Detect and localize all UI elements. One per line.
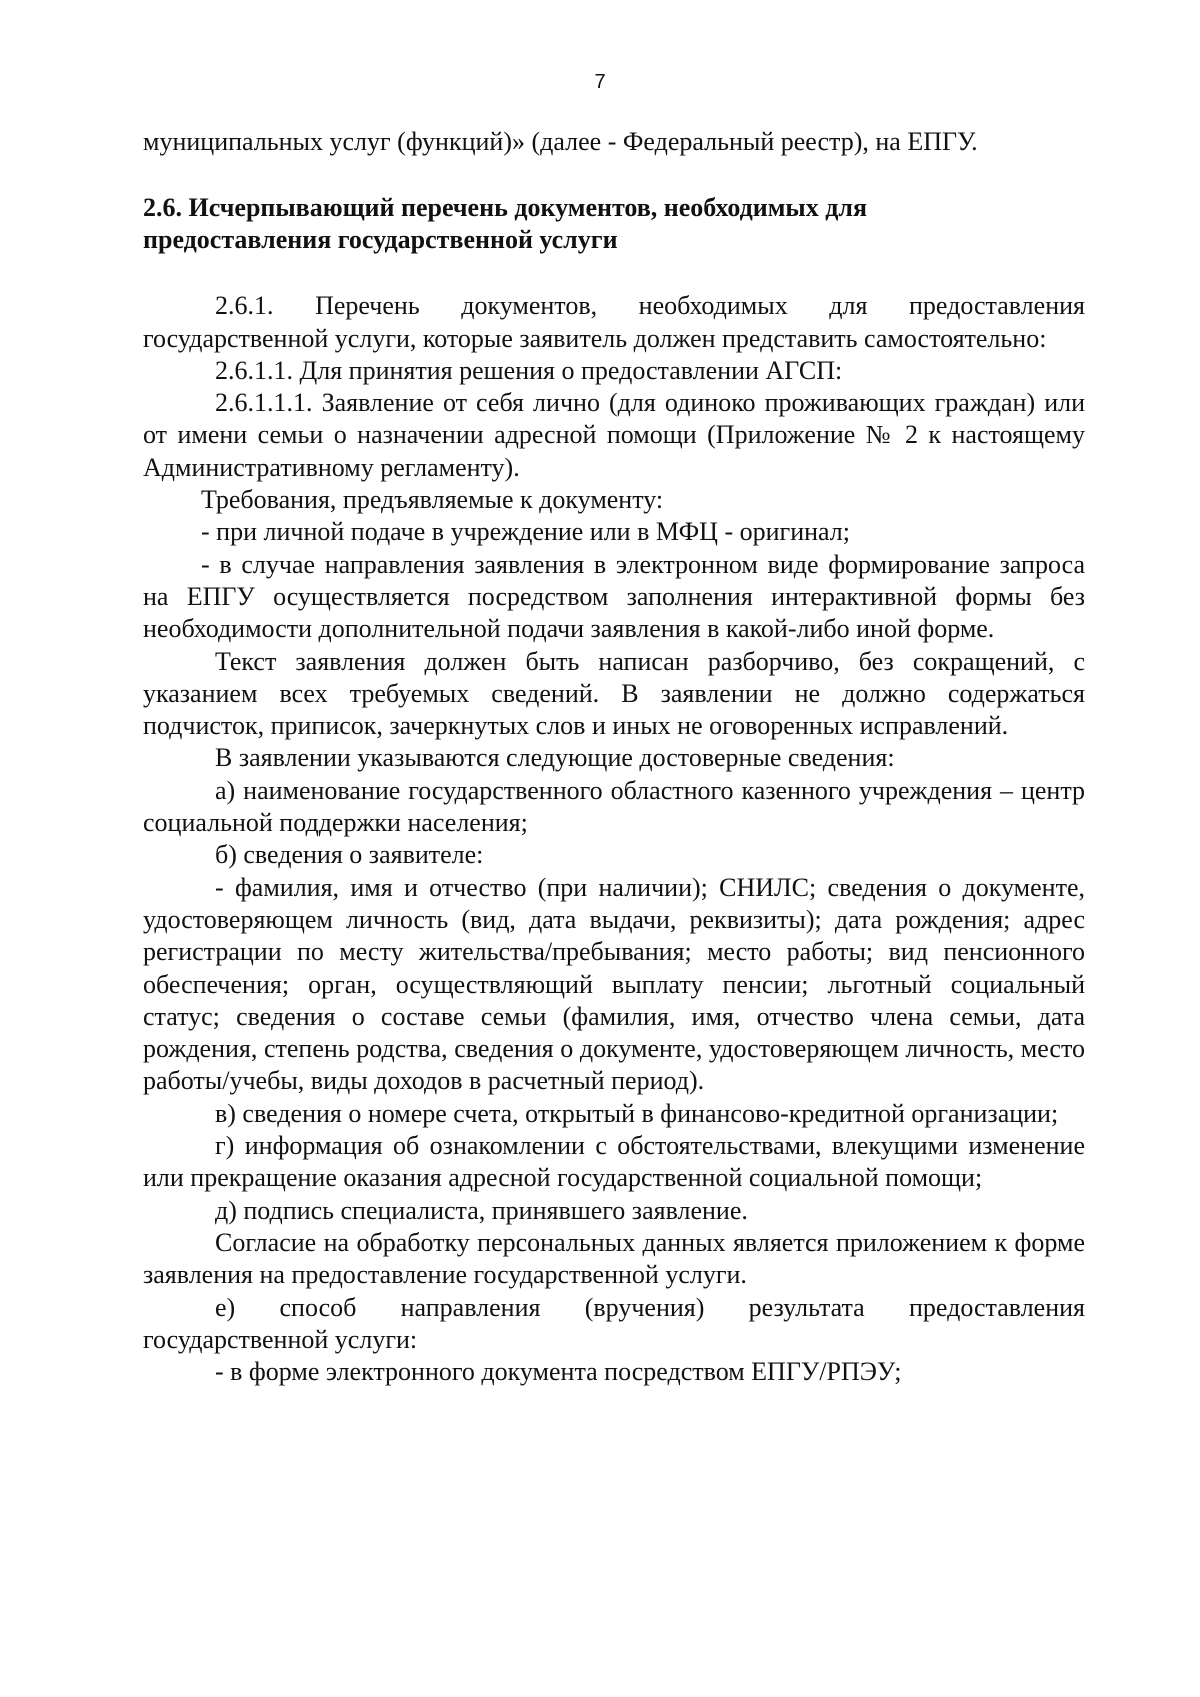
paragraph: е) способ направления (вручения) результата предоставления государственной услуги: xyxy=(143,1292,1085,1354)
paragraph: - в форме электронного документа посредством ЕПГУ/РПЭУ; xyxy=(215,1357,902,1387)
page-number: 7 xyxy=(594,71,606,93)
spacer xyxy=(143,256,1085,290)
intro-paragraph: муниципальных услуг (функций)» (далее - Федеральный реестр), на ЕПГУ. xyxy=(143,127,978,156)
paragraph: 2.6.1. Перечень документов, необходимых для предоставления государственной услуги, которые заявитель должен представить самостоятельно: xyxy=(143,291,1085,353)
paragraph: 2.6.1.1.1. Заявление от себя лично (для одиноко проживающих граждан) или от имени семьи о назначении адресной помощи (Приложение № 2 к настоящему Административному регламенту). xyxy=(143,388,1085,482)
paragraph: - при личной подаче в учреждение или в МФЦ - оригинал; xyxy=(201,517,850,547)
paragraph: Текст заявления должен быть написан разборчиво, без сокращений, с указанием всех требуемых сведений. В заявлении не должно содержаться подчисток, приписок, зачеркнутых слов и иных не оговоренных исправлений. xyxy=(143,646,1085,741)
paragraph: г) информация об ознакомлении с обстоятельствами, влекущими изменение или прекращение оказания адресной государственной социальной помощи; xyxy=(143,1131,1085,1193)
paragraph: - фамилия, имя и отчество (при наличии); СНИЛС; сведения о документе, удостоверяющем личность (вид, дата выдачи, реквизиты); дата рождения; адрес регистрации по месту жительства/пребывания; место работы; вид пенсионного обеспечения; орган, осуществляющий выплату пенсии; льготный социальный статус; сведения о составе семьи (фамилия, имя, отчество члена семьи, дата рождения, степень родства, сведения о документе, удостоверяющем личность, место работы/учебы, виды доходов в расчетный период). xyxy=(143,872,1085,1096)
spacer xyxy=(143,158,1085,192)
paragraph: В заявлении указываются следующие достоверные сведения: xyxy=(215,743,895,773)
section-heading-line-1: 2.6. Исчерпывающий перечень документов, необходимых для xyxy=(143,193,868,223)
paragraph: д) подпись специалиста, принявшего заявление. xyxy=(215,1195,748,1225)
document-body xyxy=(143,126,1085,1388)
paragraph: в) сведения о номере счета, открытый в финансово-кредитной организации; xyxy=(215,1098,1059,1128)
paragraph: Требования, предъявляемые к документу: xyxy=(201,485,664,515)
paragraph: б) сведения о заявителе: xyxy=(215,840,484,870)
paragraph: 2.6.1.1. Для принятия решения о предоставлении АГСП: xyxy=(215,355,843,385)
section-heading-line-2: предоставления государственной услуги xyxy=(143,225,618,255)
paragraph-list xyxy=(143,290,1085,1388)
paragraph: а) наименование государственного областного казенного учреждения – центр социальной поддержки населения; xyxy=(143,775,1085,838)
paragraph: Согласие на обработку персональных данных является приложением к форме заявления на предоставление государственной услуги. xyxy=(143,1227,1085,1290)
paragraph: - в случае направления заявления в электронном виде формирование запроса на ЕПГУ осуществляется посредством заполнения интерактивной формы без необходимости дополнительной подачи заявления в какой-либо иной форме. xyxy=(143,549,1085,644)
